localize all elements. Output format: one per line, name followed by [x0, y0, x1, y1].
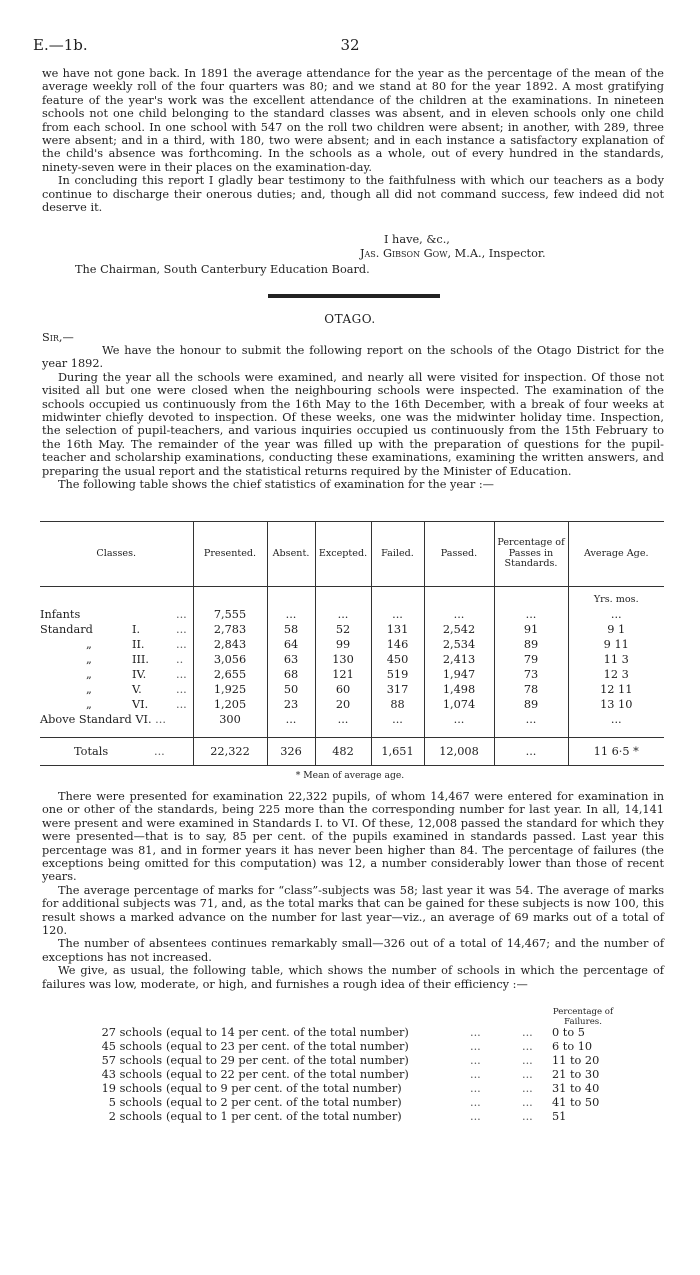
cell-passed: 2,542	[424, 622, 494, 637]
column-header: Average Age.	[568, 522, 664, 587]
cell-excepted: 130	[315, 652, 371, 667]
table-row: Standard I. ... 2,783 58 52 131 2,542 91 9 1	[40, 622, 664, 637]
column-header: Passed.	[424, 522, 494, 587]
cell-percentage: 89	[494, 697, 568, 712]
cell-absent: ...	[267, 607, 315, 622]
table-header-row	[40, 522, 664, 587]
cell-presented: 2,843	[193, 637, 267, 652]
cell-excepted: 20	[315, 697, 371, 712]
table-row: „ VI. ... 1,205 23 20 88 1,074 89 13 10	[40, 697, 664, 712]
cell-failed: 88	[371, 697, 424, 712]
paragraph: There were presented for examination 22,322 pupils, of whom 14,467 were entered for examination in one or other of the standards, being 225 more than the corresponding number for last year. In all, 14,141 were present and were examined in Standards I. to VI. Of these, 12,008 passed the standard for which they were presented—that is to say, 85 per cent. of the pupils examined in standards passed. Last year this percentage was 81, and in former years it has never been higher than 84. The percentage of failures (the exceptions being omitted for this computation) was 12, a number considerably lower than those of recent years.	[42, 790, 664, 884]
total-passed: 12,008	[424, 738, 494, 766]
cell-absent: 23	[267, 697, 315, 712]
age-unit-label: Yrs. mos.	[568, 587, 664, 608]
cell-percentage: 79	[494, 652, 568, 667]
list-item: 43 schools (equal to 22 per cent. of the total number) ... ... 21 to 30	[101, 1068, 600, 1081]
cell-failed: ...	[371, 712, 424, 727]
column-header: Percentage of Passes in Standards.	[494, 522, 568, 587]
list-item: 27 schools (equal to 14 per cent. of the total number) ... ... 0 to 5	[101, 1026, 585, 1039]
cell-age: ...	[568, 607, 664, 622]
paragraph: The number of absentees continues remarkably small—326 out of a total of 14,467; and the number of exceptions has not increased.	[42, 937, 664, 964]
cell-presented: 1,205	[193, 697, 267, 712]
cell-presented: 300	[193, 712, 267, 727]
signature-name: Jas. Gibson Gow,	[360, 247, 452, 260]
examination-statistics-table	[40, 521, 664, 766]
cell-excepted: ...	[315, 712, 371, 727]
cell-passed: 1,498	[424, 682, 494, 697]
cell-passed: ...	[424, 712, 494, 727]
column-header: Classes.	[40, 522, 193, 587]
cell-failed: 317	[371, 682, 424, 697]
list-item: 45 schools (equal to 23 per cent. of the total number) ... ... 6 to 10	[101, 1040, 593, 1053]
table-row: Above Standard VI. ... 300 ... ... ... ... ... ...	[40, 712, 664, 727]
document-code: E.—1b.	[33, 36, 88, 54]
cell-passed: 2,534	[424, 637, 494, 652]
cell-excepted: ...	[315, 607, 371, 622]
otago-report-body	[42, 790, 664, 991]
paragraph: we have not gone back. In 1891 the average attendance for the year as the percentage of the mean of the average weekly roll of the four quarters was 80; and we stand at 80 for the year 1892. A most gratifying feature of the year's work was the excellent attendance of the children at the examinations. In nineteen schools not one child belonging to the standard classes was absent, and in eleven schools only one child from each school. In one school with 547 on the roll two children were absent; in another, with 289, three were absent; and in a third, with 180, two were absent; and in each instance a satisfactory explanation of the child's absence was forthcoming. In the schools as a whole, out of every hundred in the standards, ninety-seven were in their places on the examination-day.	[42, 67, 664, 174]
cell-percentage: 91	[494, 622, 568, 637]
cell-passed: 2,413	[424, 652, 494, 667]
list-item: 2 schools (equal to 1 per cent. of the total number) ... ... 51	[108, 1110, 567, 1123]
spacer-row	[40, 727, 664, 738]
cell-presented: 2,655	[193, 667, 267, 682]
cell-passed: 1,074	[424, 697, 494, 712]
paragraph: During the year all the schools were examined, and nearly all were visited for inspection. Of those not visited all but one were closed when the neighbouring schools were inspected. The examination of the schools occupied us continuously from the 16th May to the 16th December, with a break of four weeks at midwinter chiefly devoted to inspection. Of these weeks, one was the midwinter holiday time. Inspection, the selection of pupil-teachers, and various inquiries occupied us continuously from the 15th February to the 16th May. The remainder of the year was filled up with the preparation of questions for the pupil-teacher and scholarship examinations, conducting these examinations, examining the written answers, and preparing the usual report and the statistical returns required by the Minister of Education.	[42, 370, 664, 478]
paragraph: The following table shows the chief statistics of examination for the year :—	[58, 478, 494, 492]
column-header: Failed.	[371, 522, 424, 587]
cell-absent: 64	[267, 637, 315, 652]
total-excepted: 482	[315, 738, 371, 766]
cell-absent: ...	[267, 712, 315, 727]
class-label: „	[86, 683, 92, 696]
cell-absent: 58	[267, 622, 315, 637]
cell-failed: 146	[371, 637, 424, 652]
list-item: 57 schools (equal to 29 per cent. of the total number) ... ... 11 to 20	[101, 1054, 600, 1067]
cell-failed: 519	[371, 667, 424, 682]
cell-excepted: 52	[315, 622, 371, 637]
cell-excepted: 60	[315, 682, 371, 697]
column-header: Excepted.	[315, 522, 371, 587]
signature-title: M.A., Inspector.	[454, 247, 546, 260]
cell-failed: ...	[371, 607, 424, 622]
list-item: 19 schools (equal to 9 per cent. of the total number) ... ... 31 to 40	[101, 1082, 600, 1095]
cell-percentage: ...	[494, 712, 568, 727]
standard-numeral: I.	[132, 623, 141, 636]
cell-age: 11 3	[568, 652, 664, 667]
totals-label: Totals	[74, 745, 109, 758]
closing: I have, &c.,	[384, 233, 450, 246]
total-failed: 1,651	[371, 738, 424, 766]
failures-column-header: Percentage of Failures.	[552, 1007, 614, 1027]
cell-failed: 131	[371, 622, 424, 637]
standard-numeral: VI.	[132, 698, 149, 711]
column-header: Presented.	[193, 522, 267, 587]
table-row: „ V. ... 1,925 50 60 317 1,498 78 12 11	[40, 682, 664, 697]
paragraph: We give, as usual, the following table, which shows the number of schools in which the percentage of failures was low, moderate, or high, and furnishes a rough idea of their efficiency :—	[42, 964, 664, 991]
cell-passed: ...	[424, 607, 494, 622]
totals-row: Totals ... 22,322 326 482 1,651 12,008 ... 11 6·5 *	[40, 738, 664, 766]
cell-failed: 450	[371, 652, 424, 667]
cell-presented: 1,925	[193, 682, 267, 697]
table-row: „ III. .. 3,056 63 130 450 2,413 79 11 3	[40, 652, 664, 667]
cell-percentage: 78	[494, 682, 568, 697]
cell-absent: 63	[267, 652, 315, 667]
standard-numeral: V.	[132, 683, 142, 696]
units-row	[40, 587, 664, 608]
cell-age: 9 1	[568, 622, 664, 637]
cell-presented: 7,555	[193, 607, 267, 622]
column-header: Absent.	[267, 522, 315, 587]
class-label: „	[86, 668, 92, 681]
cell-passed: 1,947	[424, 667, 494, 682]
class-label: „	[86, 638, 92, 651]
cell-excepted: 121	[315, 667, 371, 682]
cell-percentage: 89	[494, 637, 568, 652]
standard-numeral: IV.	[132, 668, 147, 681]
addressee: The Chairman, South Canterbury Education Board.	[75, 263, 370, 276]
page-number: 32	[340, 36, 360, 54]
cell-absent: 50	[267, 682, 315, 697]
cell-age: ...	[568, 712, 664, 727]
standard-numeral: II.	[132, 638, 145, 651]
cell-age: 12 3	[568, 667, 664, 682]
class-label: „	[86, 653, 92, 666]
cell-age: 9 11	[568, 637, 664, 652]
section-heading: OTAGO.	[324, 312, 376, 326]
cell-presented: 3,056	[193, 652, 267, 667]
cell-presented: 2,783	[193, 622, 267, 637]
table-row: „ II. ... 2,843 64 99 146 2,534 89 9 11	[40, 637, 664, 652]
cell-excepted: 99	[315, 637, 371, 652]
paragraph: In concluding this report I gladly bear testimony to the faithfulness with which our teachers as a body continue to discharge their onerous duties; and, though all did not command success, few indeed did not deserve it.	[42, 174, 664, 215]
total-presented: 22,322	[193, 738, 267, 766]
cell-absent: 68	[267, 667, 315, 682]
cell-percentage: ...	[494, 607, 568, 622]
paragraph: We have the honour to submit the following report on the schools of the Otago District for the year 1892.	[42, 344, 664, 371]
total-percentage: ...	[494, 738, 568, 766]
total-absent: 326	[267, 738, 315, 766]
section-divider	[268, 294, 440, 298]
cell-age: 13 10	[568, 697, 664, 712]
failures-table	[90, 1026, 630, 1124]
table-row: Infants ... 7,555 ... ... ... ... ... ...	[40, 607, 664, 622]
signature	[360, 247, 546, 260]
class-label: Infants	[40, 608, 81, 621]
table-row: „ IV. ... 2,655 68 121 519 1,947 73 12 3	[40, 667, 664, 682]
class-label: Standard	[40, 623, 93, 636]
class-label: Above Standard VI.	[40, 713, 152, 726]
paragraph: The average percentage of marks for “class”-subjects was 58; last year it was 54. The average of marks for additional subjects was 71, and, as the total marks that can be gained for these subjects is now 100, this result shows a marked advance on the number for last year—viz., an average of 69 marks out of a total of 120.	[42, 883, 664, 938]
page-header	[33, 36, 667, 58]
otago-report-intro	[42, 344, 664, 491]
cell-percentage: 73	[494, 667, 568, 682]
canterbury-report-end	[42, 67, 664, 214]
salutation: Sir,—	[42, 331, 74, 344]
table-footnote: * Mean of average age.	[295, 770, 405, 781]
standard-numeral: III.	[132, 653, 149, 666]
list-item: 5 schools (equal to 2 per cent. of the total number) ... ... 41 to 50	[108, 1096, 600, 1109]
cell-age: 12 11	[568, 682, 664, 697]
total-age: 11 6·5 *	[568, 738, 664, 766]
class-label: „	[86, 698, 92, 711]
